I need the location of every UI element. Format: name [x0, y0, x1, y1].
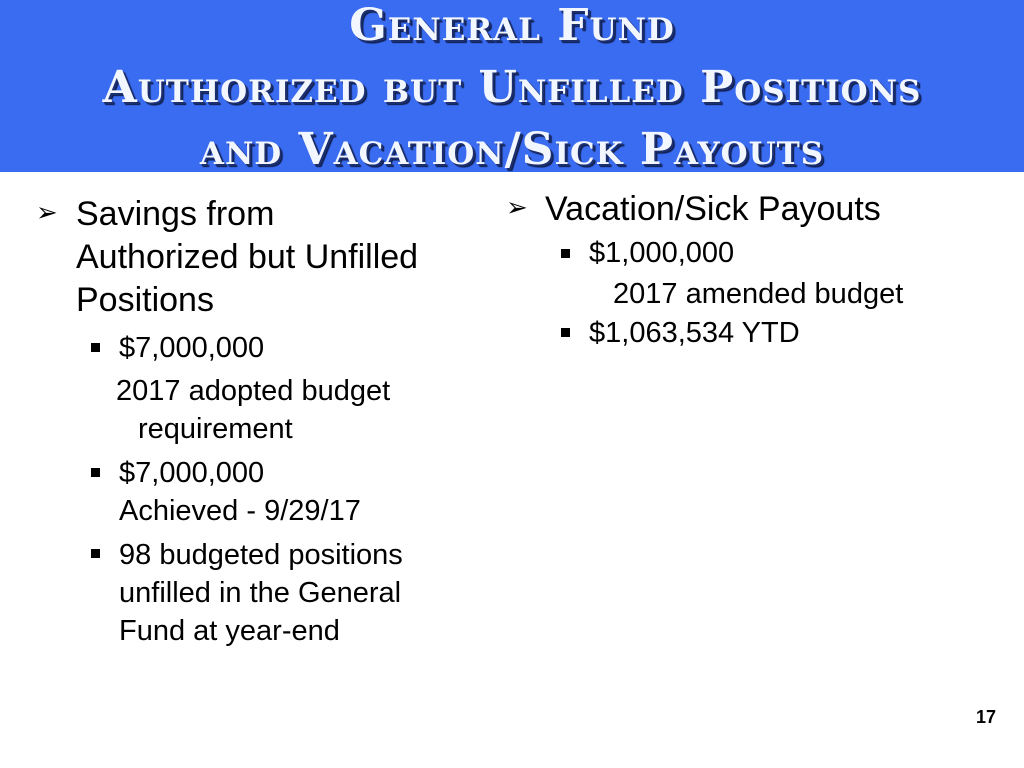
left-item-2-line-1: $7,000,000: [119, 457, 265, 489]
right-heading: Vacation/Sick Payouts: [545, 190, 881, 228]
square-bullet-icon: [561, 249, 570, 258]
slide-title-line-2: Authorized but Unfilled Positions: [102, 62, 922, 113]
left-item-1-line-1: $7,000,000: [119, 332, 265, 364]
page-number: 17: [975, 707, 996, 727]
left-item-1-line-2: 2017 adopted budget: [116, 375, 391, 407]
arrow-bullet-icon: ➢: [506, 193, 528, 223]
square-bullet-icon: [91, 468, 100, 477]
left-item-3-line-3: Fund at year-end: [119, 615, 340, 647]
left-item-3-line-1: 98 budgeted positions: [119, 539, 403, 571]
left-heading-line-3: Positions: [76, 281, 214, 319]
left-item-3-line-2: unfilled in the General: [119, 577, 402, 609]
right-item-2-line-1: $1,063,534 YTD: [589, 317, 800, 349]
left-item-1-line-3: requirement: [138, 413, 293, 445]
right-item-1-line-1: $1,000,000: [589, 237, 735, 269]
square-bullet-icon: [561, 328, 570, 337]
left-heading-line-1: Savings from: [76, 195, 275, 233]
left-item-2-line-2: Achieved - 9/29/17: [119, 495, 361, 527]
arrow-bullet-icon: ➢: [36, 198, 58, 228]
title-banner: [0, 0, 1024, 175]
left-heading-line-2: Authorized but Unfilled: [76, 238, 419, 276]
square-bullet-icon: [91, 549, 100, 558]
right-item-1-line-2: 2017 amended budget: [613, 278, 904, 310]
slide-title-line-1: General Fund: [349, 0, 675, 51]
slide-title-line-3: and Vacation/Sick Payouts: [199, 124, 825, 175]
square-bullet-icon: [91, 343, 100, 352]
